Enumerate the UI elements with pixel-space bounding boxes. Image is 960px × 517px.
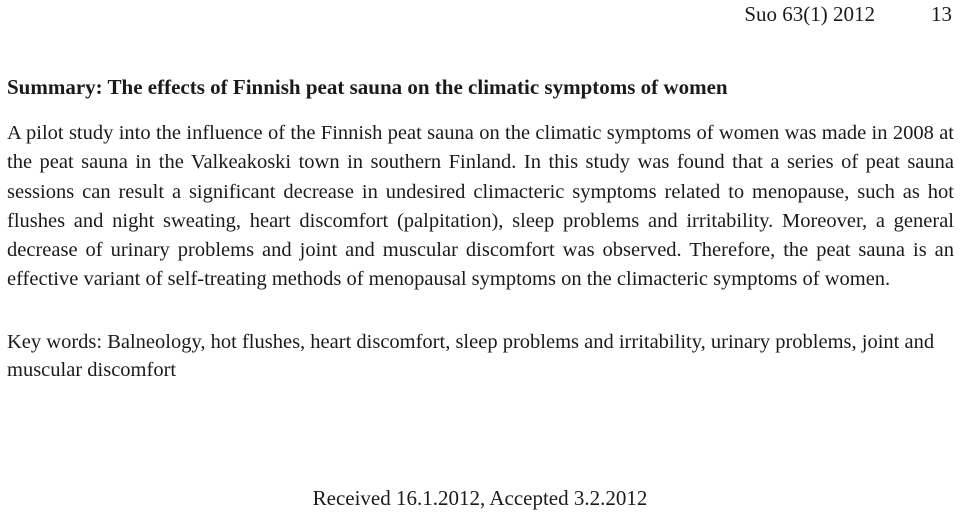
keywords xyxy=(7,328,954,384)
journal-citation: Suo 63(1) 2012 xyxy=(744,2,875,26)
keywords-text: Balneology, hot flushes, heart discomfort, sleep problems and irritability, urinary problems, joint and muscular discomfort xyxy=(7,331,935,381)
page-number: 13 xyxy=(931,2,952,26)
page-header xyxy=(744,1,952,27)
keywords-label: Key words: xyxy=(7,331,103,353)
summary-title: Summary: The effects of Finnish peat sauna on the climatic symptoms of women xyxy=(7,75,728,99)
received-accepted-dates: Received 16.1.2012, Accepted 3.2.2012 xyxy=(312,486,648,510)
summary-text: A pilot study into the influence of the Finnish peat sauna on the climatic symptoms of women was made in 2008 at the peat sauna in the Valkeakoski town in southern Finland. In this study was found that a series of peat sauna sessions can result a significant decrease in undesired climacteric symptoms related to menopause, such as hot flushes and night sweating, heart discomfort (palpitation), sleep problems and irritability. Moreover, a general decrease of urinary problems and joint and muscular discomfort was observed. Therefore, the peat sauna is an effective variant of self-treating methods of menopausal symptoms on the climacteric symptoms of women. xyxy=(7,122,954,291)
